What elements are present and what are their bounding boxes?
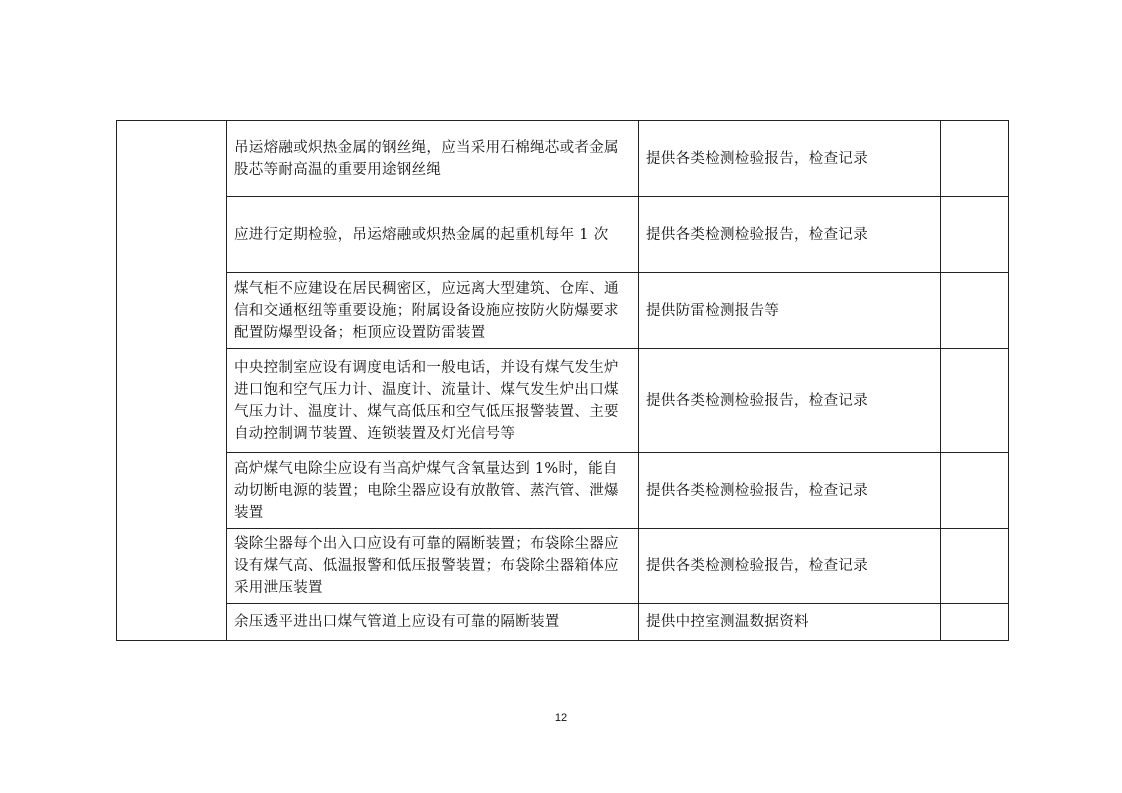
result-cell [941,349,1009,453]
table-row [117,197,1009,273]
requirement-cell: 应进行定期检验，吊运熔融或炽热金属的起重机每年 1 次 [227,197,639,273]
evidence-cell: 提供各类检测检验报告，检查记录 [639,197,941,273]
table-row [117,121,1009,197]
requirement-cell: 袋除尘器每个出入口应设有可靠的隔断装置；布袋除尘器应设有煤气高、低温报警和低压报警装置；布袋除尘器箱体应采用泄压装置 [227,529,639,604]
table-row [117,453,1009,529]
result-cell [941,529,1009,604]
requirement-cell: 高炉煤气电除尘应设有当高炉煤气含氧量达到 1%时，能自动切断电源的装置；电除尘器应设有放散管、蒸汽管、泄爆装置 [227,453,639,529]
table-row [117,273,1009,349]
evidence-cell: 提供各类检测检验报告，检查记录 [639,349,941,453]
evidence-cell: 提供防雷检测报告等 [639,273,941,349]
requirement-cell: 余压透平进出口煤气管道上应设有可靠的隔断装置 [227,604,639,641]
result-cell [941,453,1009,529]
table-row [117,529,1009,604]
page-number: 12 [554,712,568,724]
result-cell [941,121,1009,197]
result-cell [941,604,1009,641]
requirements-table [116,120,1009,641]
evidence-cell: 提供中控室测温数据资料 [639,604,941,641]
category-cell [117,121,227,641]
result-cell [941,197,1009,273]
requirement-cell: 吊运熔融或炽热金属的钢丝绳，应当采用石棉绳芯或者金属股芯等耐高温的重要用途钢丝绳 [227,121,639,197]
result-cell [941,273,1009,349]
requirement-cell: 中央控制室应设有调度电话和一般电话，并设有煤气发生炉进口饱和空气压力计、温度计、流量计、煤气发生炉出口煤气压力计、温度计、煤气高低压和空气低压报警装置、主要自动控制调节装置、连锁装置及灯光信号等 [227,349,639,453]
evidence-cell: 提供各类检测检验报告，检查记录 [639,529,941,604]
evidence-cell: 提供各类检测检验报告，检查记录 [639,453,941,529]
evidence-cell: 提供各类检测检验报告，检查记录 [639,121,941,197]
requirement-cell: 煤气柜不应建设在居民稠密区，应远离大型建筑、仓库、通信和交通枢纽等重要设施；附属设备设施应按防火防爆要求配置防爆型设备；柜顶应设置防雷装置 [227,273,639,349]
table-row [117,604,1009,641]
table-row [117,349,1009,453]
